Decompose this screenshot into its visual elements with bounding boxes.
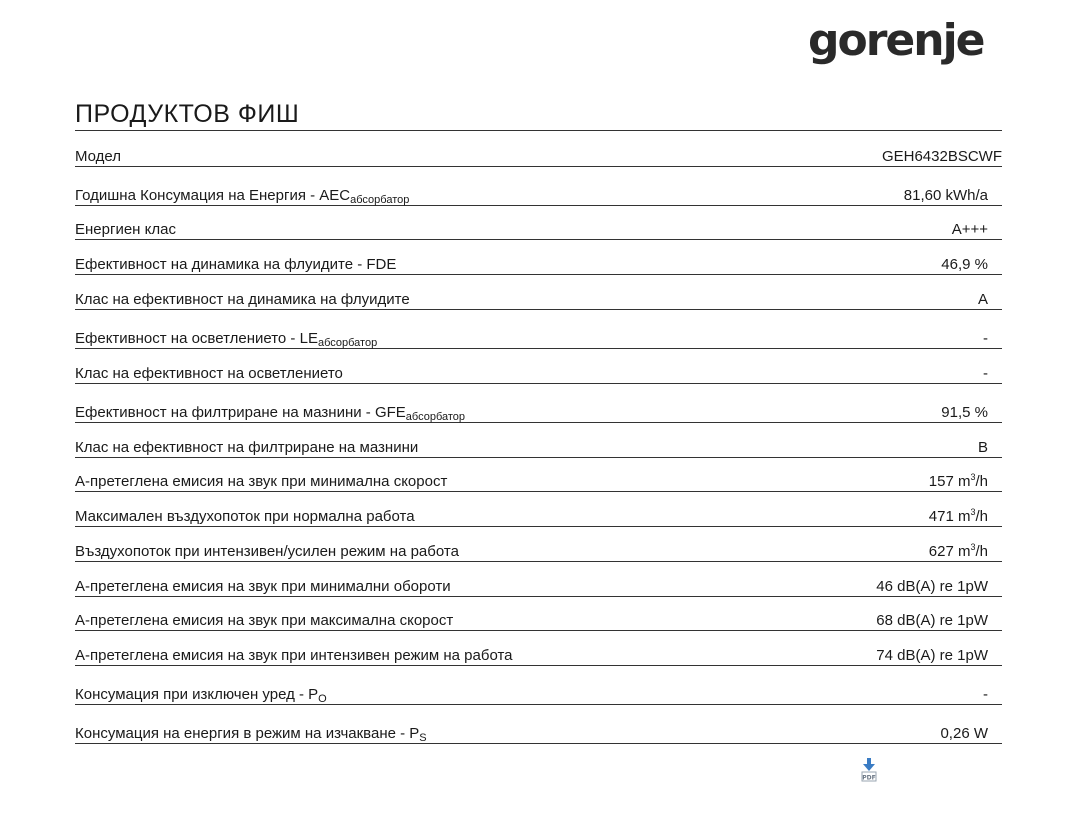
row-value: 627 $m^3/h$ [928,542,988,560]
pdf-label: PDF [862,774,876,782]
table-row [75,562,1002,597]
row-label: Консумация при изключен уред - $P_O$ [75,686,327,705]
row-value: 68 dB(A) re 1pW [876,612,988,629]
row-value: - [983,365,988,382]
row-value: A [977,291,988,308]
row-value: 81,60 kWh/a [903,187,988,204]
row-label: Клас на ефективност на осветлението [75,365,343,382]
table-row [75,705,1002,744]
page-title: ПРОДУКТОВ ФИШ [75,100,300,128]
row-label: Модел [75,148,122,165]
table-row [75,492,1002,527]
row-label: Въздухопоток при интензивен/усилен режим на работа [75,543,459,560]
row-value: - [983,686,988,703]
row-label: Максимален въздухопоток при нормална работа [75,508,415,525]
row-value: 157 $m^3/h$ [928,472,988,490]
table-row [75,527,1002,562]
row-label: Ефективност на динамика на флуидите - FDE [75,256,397,273]
pdf-download-glyph [859,758,879,782]
table-row [75,131,1002,167]
pdf-download-icon[interactable] [859,758,879,782]
row-value: B [977,439,988,456]
table-row [75,275,1002,310]
table-row [75,423,1002,458]
row-label: Ефективност на филтриране на мазнини - $GFE_{абсорбатор}$ [75,404,466,423]
row-label: Клас на ефективност на динамика на флуидите [75,291,410,308]
row-value: 471 $m^3/h$ [928,507,988,525]
table-row [75,206,1002,240]
row-label: А-претеглена емисия на звук при максимална скорост [75,612,454,629]
table-row [75,240,1002,275]
row-value: A+++ [951,221,988,238]
table-row [75,631,1002,666]
table-row [75,167,1002,206]
table-row [75,310,1002,349]
row-value: 74 dB(A) re 1pW [876,647,988,664]
product-sheet-table [75,131,1002,744]
brand-logo: gorenje [808,15,984,66]
row-label: Клас на ефективност на филтриране на мазнини [75,439,419,456]
row-label: Годишна Консумация на Енергия - $AEC_{абсорбатор}$ [75,187,410,206]
row-value: - [983,330,988,347]
row-value: 91,5 % [941,404,988,421]
row-value: 0,26 W [940,725,988,742]
row-label: А-претеглена емисия на звук при интензивен режим на работа [75,647,513,664]
table-row [75,384,1002,423]
row-label: Енергиен клас [75,221,176,238]
row-value: 46 dB(A) re 1pW [876,578,988,595]
row-label: А-претеглена емисия на звук при минимални обороти [75,578,451,595]
table-row [75,349,1002,384]
row-label: Консумация на енергия в режим на изчакване - $P_S$ [75,725,427,744]
row-label: Ефективност на осветлението - $LE_{абсорбатор}$ [75,330,378,349]
row-label: А-претеглена емисия на звук при минимална скорост [75,473,448,490]
row-value: GEH6432BSCWF [881,148,1002,165]
table-row [75,458,1002,492]
table-row [75,666,1002,705]
table-row [75,597,1002,631]
row-value: 46,9 % [941,256,988,273]
